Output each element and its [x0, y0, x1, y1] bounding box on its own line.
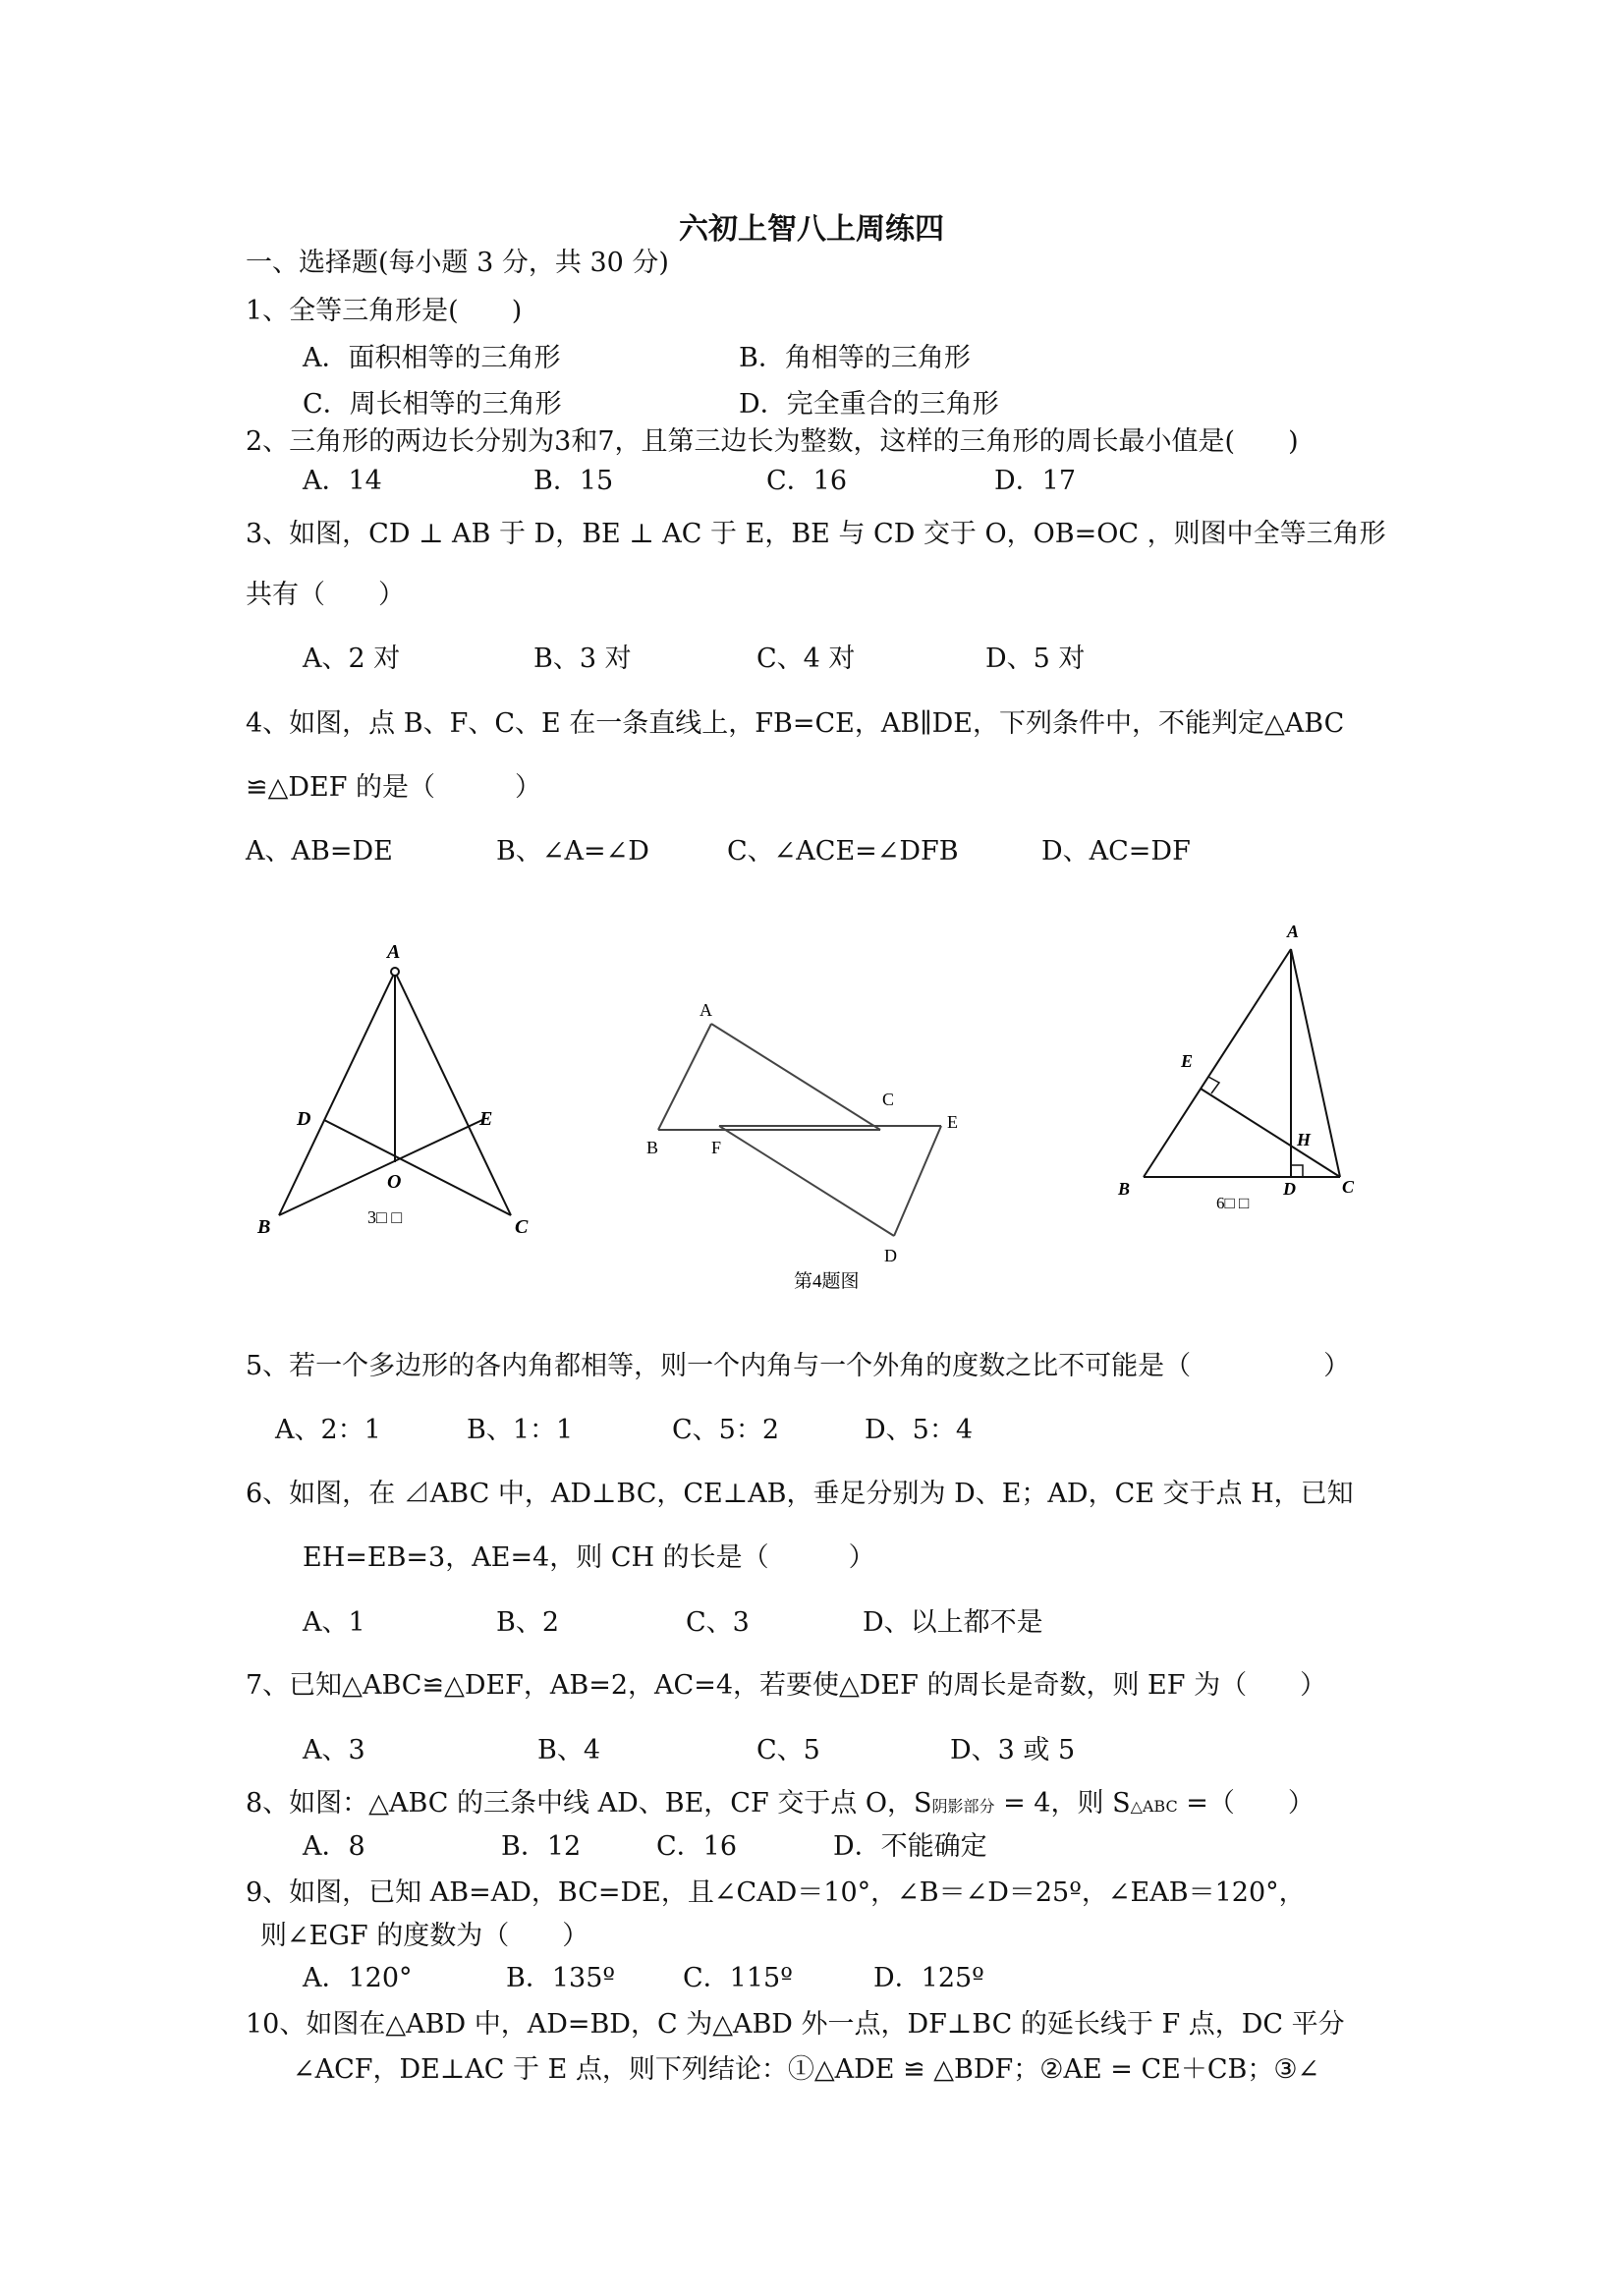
q8-stem-sub-shaded: 阴影部分	[931, 1797, 995, 1816]
q3-stem-line1: 3、如图，CD ⊥ AB 于 D，BE ⊥ AC 于 E，BE 与 CD 交于 O，OB=OC ，则图中全等三角形	[246, 519, 1386, 549]
fig3-caption: 6□ □	[1216, 1194, 1250, 1212]
q1-option-a: A．面积相等的三角形	[303, 343, 561, 373]
fig2-label-c: C	[882, 1090, 895, 1109]
fig2-line-ab	[658, 1024, 711, 1130]
q8-stem-pre: 8、如图：△ABC 的三条中线 AD、BE，CF 交于点 O，S	[246, 1788, 932, 1819]
q1-option-c: C．周长相等的三角形	[303, 389, 562, 420]
fig2-line-ac	[711, 1024, 880, 1130]
q9-option-a: A．120°	[303, 1963, 413, 1993]
q6-option-b: B、2	[496, 1607, 560, 1638]
fig1-point-a	[391, 968, 399, 976]
fig1-caption: 3□ □	[367, 1207, 403, 1227]
q4-option-b: B、∠A=∠D	[496, 836, 649, 867]
q8-stem-post: =（ ）	[1177, 1788, 1315, 1819]
section-heading: 一、选择题(每小题 3 分，共 30 分)	[246, 248, 669, 278]
q8-stem-sub-abc: △ABC	[1130, 1797, 1178, 1816]
fig1-label-a: A	[387, 941, 401, 963]
q5-option-a: A、2：1	[275, 1415, 381, 1445]
q4-option-a: A、AB=DE	[246, 836, 393, 867]
q2-option-a: A．14	[303, 466, 382, 496]
q10-stem-line1: 10、如图在△ABD 中，AD=BD，C 为△ABD 外一点，DF⊥BC 的延长线于 F 点，DC 平分	[246, 2009, 1345, 2040]
fig2-label-f: F	[711, 1138, 722, 1157]
q9-stem-line2: 则∠EGF 的度数为（ ）	[260, 1921, 589, 1951]
q7-option-a: A、3	[303, 1735, 365, 1765]
q3-option-a: A、2 对	[303, 644, 401, 674]
q8-option-d: D．不能确定	[833, 1831, 987, 1862]
fig1-line-ac	[395, 972, 511, 1215]
figure-2	[629, 982, 982, 1307]
fig2-label-b: B	[646, 1138, 659, 1157]
page-title: 六初上智八上周练四	[679, 212, 944, 247]
fig2-line-ed	[894, 1126, 941, 1236]
fig1-line-eb	[279, 1120, 482, 1215]
figure-1	[246, 928, 560, 1253]
q1-stem: 1、全等三角形是( )	[246, 296, 523, 326]
fig3-label-e: E	[1181, 1051, 1194, 1071]
fig1-label-d: D	[297, 1108, 311, 1130]
q4-option-d: D、AC=DF	[1041, 836, 1191, 867]
figure-3	[1100, 914, 1395, 1228]
q8-option-c: C．16	[656, 1831, 738, 1862]
fig3-line-ab	[1144, 949, 1291, 1177]
fig2-label-a: A	[700, 1000, 712, 1020]
fig1-label-c: C	[515, 1216, 529, 1238]
q1-option-d: D．完全重合的三角形	[739, 389, 999, 420]
q2-stem: 2、三角形的两边长分别为3和7，且第三边长为整数，这样的三角形的周长最小值是( )	[246, 426, 1299, 457]
fig1-label-b: B	[257, 1216, 271, 1238]
q3-option-c: C、4 对	[756, 644, 856, 674]
fig2-label-e: E	[947, 1112, 958, 1132]
q6-stem-line1: 6、如图，在 ⊿ABC 中，AD⊥BC，CE⊥AB，垂足分别为 D、E；AD，CE 交于点 H，已知	[246, 1479, 1354, 1509]
q8-stem	[246, 1790, 1315, 1817]
fig2-line-fd	[719, 1126, 894, 1236]
q4-option-c: C、∠ACE=∠DFB	[727, 836, 959, 867]
fig3-label-b: B	[1118, 1179, 1131, 1199]
q3-option-b: B、3 对	[533, 644, 632, 674]
fig1-label-e: E	[479, 1108, 493, 1130]
q5-option-b: B、1：1	[467, 1415, 574, 1445]
q5-stem: 5、若一个多边形的各内角都相等，则一个内角与一个外角的度数之比不可能是（ ）	[246, 1351, 1351, 1381]
q9-option-b: B．135º	[506, 1963, 616, 1993]
fig3-line-ec	[1201, 1089, 1340, 1177]
fig2-caption: 第4题图	[794, 1271, 860, 1292]
q5-option-c: C、5：2	[672, 1415, 780, 1445]
q7-stem: 7、已知△ABC≌△DEF，AB=2，AC=4，若要使△DEF 的周长是奇数，则 EF 为（ ）	[246, 1670, 1327, 1701]
q9-option-c: C．115º	[683, 1963, 793, 1993]
q9-stem-line1: 9、如图，已知 AB=AD，BC=DE，且∠CAD＝10°，∠B＝∠D＝25º，∠EAB＝120°，	[246, 1877, 1306, 1908]
q6-option-c: C、3	[686, 1607, 750, 1638]
q5-option-d: D、5：4	[865, 1415, 974, 1445]
q3-stem-line2: 共有（ ）	[246, 580, 405, 610]
q10-stem-line2: ∠ACF，DE⊥AC 于 E 点，则下列结论：①△ADE ≌ △BDF；②AE = CE＋CB；③∠	[293, 2054, 1320, 2085]
q6-option-a: A、1	[303, 1607, 365, 1638]
q4-stem-line1: 4、如图，点 B、F、C、E 在一条直线上，FB=CE，AB∥DE，下列条件中，不能判定△ABC	[246, 708, 1345, 739]
fig1-line-dc	[324, 1120, 511, 1215]
q1-option-b: B．角相等的三角形	[739, 343, 971, 373]
q9-option-d: D．125º	[873, 1963, 984, 1993]
q7-option-c: C、5	[756, 1735, 820, 1765]
q6-stem-line2: EH=EB=3，AE=4，则 CH 的长是（ ）	[303, 1542, 875, 1573]
q2-option-c: C．16	[766, 466, 848, 496]
q4-stem-line2: ≌△DEF 的是（ ）	[246, 772, 542, 803]
fig3-label-h: H	[1297, 1130, 1312, 1149]
q8-stem-mid: = 4，则 S	[994, 1788, 1131, 1819]
fig1-line-ab	[279, 972, 395, 1215]
q7-option-d: D、3 或 5	[950, 1735, 1076, 1765]
fig2-label-d: D	[884, 1246, 897, 1265]
fig3-label-a: A	[1287, 922, 1300, 941]
q3-option-d: D、5 对	[985, 644, 1086, 674]
fig3-right-angle-d	[1291, 1165, 1303, 1177]
q8-option-b: B．12	[501, 1831, 582, 1862]
fig3-right-angle-e	[1208, 1077, 1219, 1093]
fig3-label-c: C	[1342, 1177, 1355, 1197]
fig1-label-o: O	[387, 1171, 402, 1193]
q7-option-b: B、4	[537, 1735, 601, 1765]
q8-option-a: A．8	[303, 1831, 365, 1862]
q2-option-d: D．17	[994, 466, 1077, 496]
q6-option-d: D、以上都不是	[863, 1607, 1043, 1638]
fig3-label-d: D	[1283, 1179, 1296, 1199]
q2-option-b: B．15	[533, 466, 614, 496]
